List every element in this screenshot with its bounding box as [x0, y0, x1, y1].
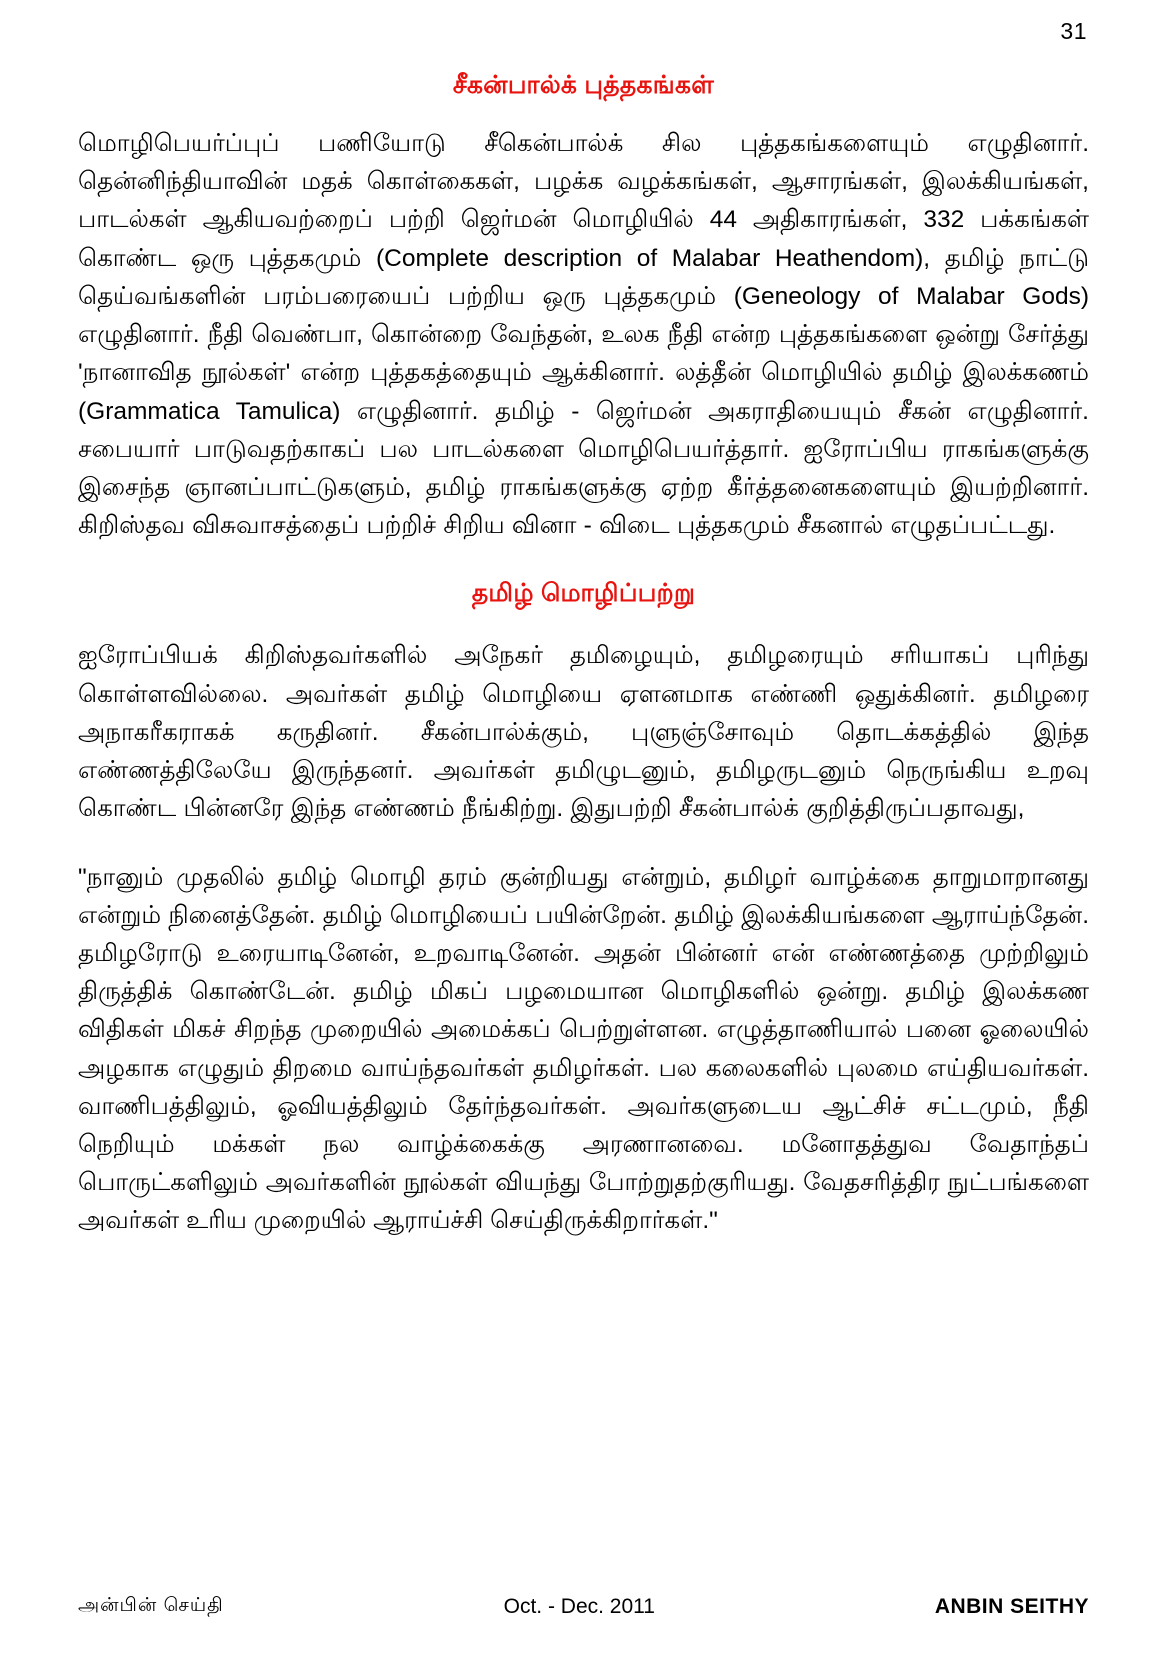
footer-issue-date: Oct. - Dec. 2011: [503, 1595, 655, 1618]
section-paragraph-tamil-affinity: ஐரோப்பியக் கிறிஸ்தவர்களில் அநேகர் தமிழையும், தமிழரையும் சரியாகப் புரிந்து கொள்ளவில்லை. அவர்கள் தமிழ் மொழியை ஏளனமாக எண்ணி ஒதுக்கினர். தமிழரை அநாகரீகராகக் கருதினர். சீகன்பால்க்கும், புளுஞ்சோவும் தொடக்கத்தில் இந்த எண்ணத்திலேயே இருந்தனர். அவர்கள் தமிழுடனும், தமிழருடனும் நெருங்கிய உறவு கொண்ட பின்னரே இந்த எண்ணம் நீங்கிற்று. இதுபற்றி சீகன்பால்க் குறித்திருப்பதாவது,: [78, 642, 1089, 823]
footer-publication-name-english: ANBIN SEITHY: [934, 1595, 1089, 1618]
section-paragraph-books: மொழிபெயர்ப்புப் பணியோடு சீகென்பால்க் சில புத்தகங்களையும் எழுதினார். தென்னிந்தியாவின் மதக் கொள்கைகள், பழக்க வழக்கங்கள், ஆசாரங்கள், இலக்கியங்கள், பாடல்கள் ஆகியவற்றைப் பற்றி ஜெர்மன் மொழியில் 44 அதிகாரங்கள், 332 பக்கங்கள் கொண்ட ஒரு புத்தகமும் (Complete description of Malabar Heathendom), தமிழ் நாட்டு தெய்வங்களின் பரம்பரையைப் பற்றிய ஒரு புத்தகமும் (Geneology of Malabar Gods) எழுதினார். நீதி வெண்பா, கொன்றை வேந்தன், உலக நீதி என்ற புத்தகங்களை ஒன்று சேர்த்து 'நானாவித நூல்கள்' என்ற புத்தகத்தையும் ஆக்கினார். லத்தீன் மொழியில் தமிழ் இலக்கணம் (Grammatica Tamulica) எழுதினார். தமிழ் - ஜெர்மன் அகராதியையும் சீகன் எழுதினார். சபையார் பாடுவதற்காகப் பல பாடல்களை மொழிபெயர்த்தார். ஐரோப்பிய ராகங்களுக்கு இசைந்த ஞானப்பாட்டுகளும், தமிழ் ராகங்களுக்கு ஏற்ற கீர்த்தனைகளையும் இயற்றினார். கிறிஸ்தவ விசுவாசத்தைப் பற்றிச் சிறிய வினா - விடை புத்தகமும் சீகனால் எழுதப்பட்டது.: [78, 130, 1089, 540]
page-number: 31: [1060, 18, 1087, 44]
section-heading-books: சீகன்பால்க் புத்தகங்கள்: [452, 71, 715, 99]
section-heading-tamil-affinity: தமிழ் மொழிப்பற்று: [471, 579, 696, 608]
quotation-block: "நானும் முதலில் தமிழ் மொழி தரம் குன்றியது என்றும், தமிழர் வாழ்க்கை தாறுமாறானது என்றும் நினைத்தேன். தமிழ் மொழியைப் பயின்றேன். தமிழ் இலக்கியங்களை ஆராய்ந்தேன். தமிழரோடு உரையாடினேன், உறவாடினேன். அதன் பின்னர் என் எண்ணத்தை முற்றிலும் திருத்திக் கொண்டேன். தமிழ் மிகப் பழமையான மொழிகளில் ஒன்று. தமிழ் இலக்கண விதிகள் மிகச் சிறந்த முறையில் அமைக்கப் பெற்றுள்ளன. எழுத்தாணியால் பனை ஓலையில் அழகாக எழுதும் திறமை வாய்ந்தவர்கள் தமிழர்கள். பல கலைகளில் புலமை எய்தியவர்கள். வாணிபத்திலும், ஓவியத்திலும் தேர்ந்தவர்கள். அவர்களுடைய ஆட்சிச் சட்டமும், நீதி நெறியும் மக்கள் நல வாழ்க்கைக்கு அரணானவை. மனோதத்துவ வேதாந்தப் பொருட்களிலும் அவர்களின் நூல்கள் வியந்து போற்றுதற்குரியது. வேதசரித்திர நுட்பங்களை அவர்கள் உரிய முறையில் ஆராய்ச்சி செய்திருக்கிறார்கள்.": [78, 863, 1089, 1235]
page-footer: [78, 1595, 1089, 1619]
footer-publication-name-tamil: அன்பின் செய்தி: [78, 1595, 224, 1616]
